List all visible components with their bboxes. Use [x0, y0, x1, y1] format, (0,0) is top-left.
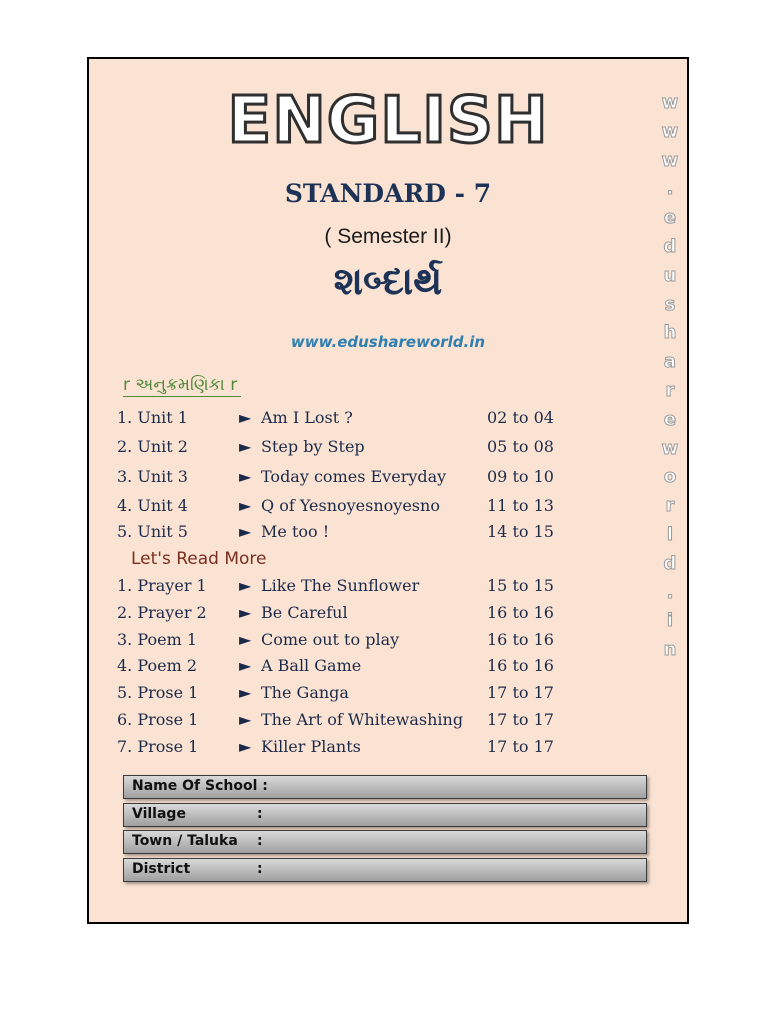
row-title: The Ganga: [261, 683, 349, 702]
arrow-icon: ►: [239, 603, 252, 622]
watermark-char: e: [663, 207, 677, 229]
watermark-char: i: [666, 610, 674, 632]
row-pages: 17 to 17: [487, 710, 554, 729]
row-number: 6. Prose 1: [117, 710, 199, 729]
watermark-char: w: [661, 120, 679, 142]
watermark-char: w: [661, 437, 679, 459]
arrow-icon: ►: [239, 496, 252, 515]
arrow-icon: ►: [239, 656, 252, 675]
watermark-char: u: [663, 264, 677, 286]
row-number: 1. Prayer 1: [117, 576, 207, 595]
row-pages: 05 to 08: [487, 437, 554, 456]
row-number: 2. Prayer 2: [117, 603, 207, 622]
watermark-char: a: [663, 351, 677, 373]
form-field-row[interactable]: [123, 858, 647, 882]
row-pages: 16 to 16: [487, 603, 554, 622]
watermark-char: r: [665, 495, 675, 517]
row-title: Be Careful: [261, 603, 348, 622]
row-pages: 02 to 04: [487, 408, 554, 427]
row-pages: 17 to 17: [487, 683, 554, 702]
row-pages: 15 to 15: [487, 576, 554, 595]
arrow-icon: ►: [239, 408, 252, 427]
row-pages: 17 to 17: [487, 737, 554, 756]
watermark-char: o: [663, 466, 677, 488]
row-number: 4. Poem 2: [117, 656, 198, 675]
watermark-char: w: [661, 92, 679, 113]
vertical-website-watermark: [657, 89, 683, 665]
semester-label: ( Semester II): [324, 225, 452, 248]
page-title: ENGLISH: [227, 84, 549, 158]
row-number: 3. Unit 3: [117, 467, 188, 486]
form-field-label: Village: [132, 805, 186, 822]
row-number: 1. Unit 1: [117, 408, 188, 427]
watermark-char: d: [663, 235, 677, 257]
watermark-char: .: [666, 581, 674, 603]
form-field-colon: :: [257, 860, 263, 877]
row-number: 3. Poem 1: [117, 630, 198, 649]
form-field-row[interactable]: [123, 830, 647, 854]
watermark-char: e: [663, 408, 677, 430]
row-pages: 16 to 16: [487, 630, 554, 649]
row-title: Killer Plants: [261, 737, 361, 756]
form-field-label: District: [132, 860, 191, 877]
watermark-char: l: [666, 523, 674, 545]
subtitle-gujarati: શબ્દાર્થ: [333, 259, 443, 303]
watermark-char: h: [663, 322, 677, 344]
row-pages: 11 to 13: [487, 496, 554, 515]
document-page: [87, 57, 689, 924]
row-title: Today comes Everyday: [261, 467, 447, 486]
row-pages: 14 to 15: [487, 522, 554, 541]
row-title: Me too !: [261, 522, 330, 541]
watermark-char: s: [664, 293, 676, 315]
arrow-icon: ►: [239, 576, 252, 595]
row-number: 5. Prose 1: [117, 683, 199, 702]
form-field-label: Name Of School :: [132, 778, 268, 794]
row-number: 5. Unit 5: [117, 522, 188, 541]
form-field-colon: :: [257, 805, 263, 822]
row-title: Step by Step: [261, 437, 365, 456]
row-title: Come out to play: [261, 630, 400, 649]
watermark-char: .: [666, 178, 674, 200]
form-field-colon: :: [257, 833, 263, 849]
row-title: The Art of Whitewashing: [261, 710, 464, 729]
row-pages: 16 to 16: [487, 656, 554, 675]
website-link[interactable]: www.edushareworld.in: [290, 333, 486, 351]
row-number: 4. Unit 4: [117, 496, 188, 515]
arrow-icon: ►: [239, 467, 252, 486]
arrow-icon: ►: [239, 630, 252, 649]
form-field-label: Town / Taluka: [132, 833, 238, 849]
form-field-row[interactable]: [123, 775, 647, 799]
arrow-icon: ►: [239, 710, 252, 729]
row-pages: 09 to 10: [487, 467, 554, 486]
arrow-icon: ►: [239, 522, 252, 541]
row-number: 2. Unit 2: [117, 437, 188, 456]
arrow-icon: ►: [239, 683, 252, 702]
row-title: Q of Yesnoyesnoyesno: [261, 496, 440, 515]
read-more-heading: Let's Read More: [131, 549, 267, 569]
arrow-icon: ►: [239, 437, 252, 456]
watermark-char: n: [663, 639, 677, 661]
arrow-icon: ►: [239, 737, 252, 756]
standard-heading: STANDARD - 7: [284, 179, 492, 208]
form-field-row[interactable]: [123, 803, 647, 827]
watermark-char: d: [663, 552, 677, 574]
row-title: A Ball Game: [261, 656, 362, 675]
watermark-char: r: [665, 379, 675, 401]
watermark-char: w: [661, 149, 679, 171]
row-title: Like The Sunflower: [261, 576, 420, 595]
school-info-form: [123, 775, 647, 885]
index-heading: r અનુક્રમણિકા r: [123, 375, 241, 397]
row-number: 7. Prose 1: [117, 737, 199, 756]
row-title: Am I Lost ?: [261, 408, 353, 427]
